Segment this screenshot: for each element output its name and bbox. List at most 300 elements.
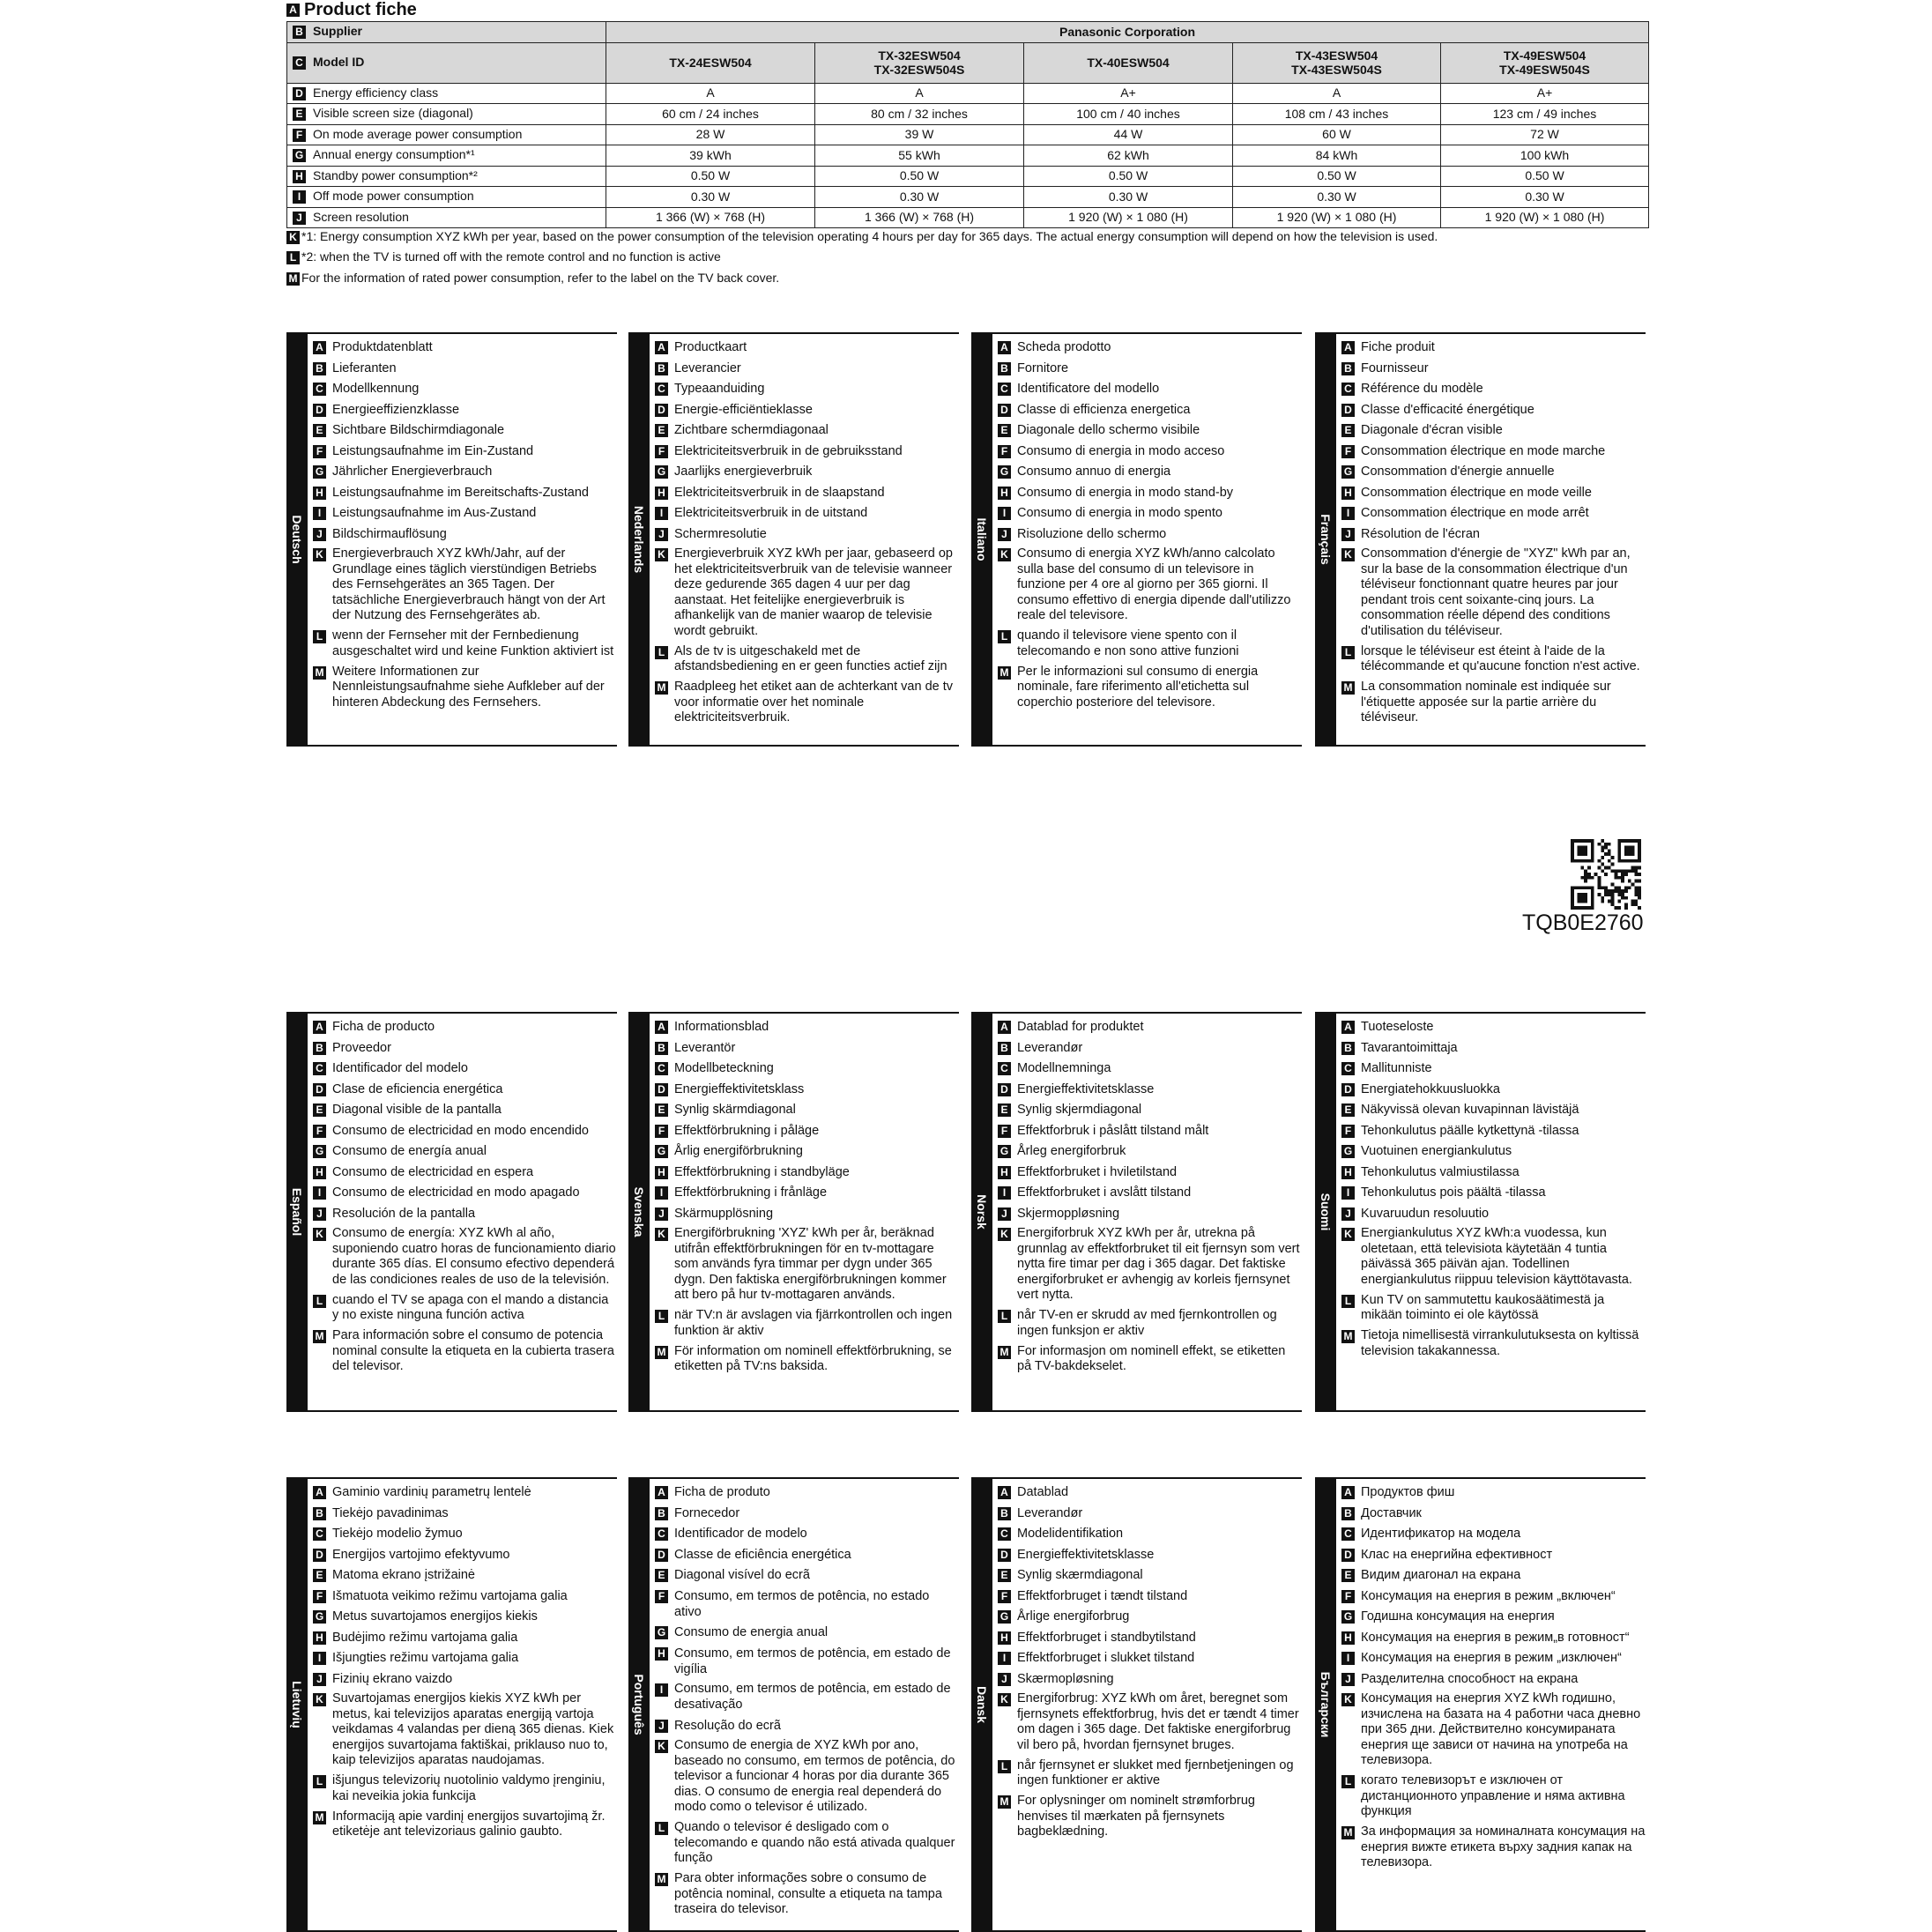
letter-badge: K	[655, 1740, 668, 1753]
language-item	[655, 1682, 959, 1713]
language-band	[1315, 1479, 1336, 1930]
language-item-text: Informaciją apie vardinį energijos suvartojimą žr. etiketėje ant televizoriaus galinio gaubto.	[332, 1809, 606, 1839]
footnote-text: *2: when the TV is turned off with the remote control and no function is active	[301, 249, 721, 264]
language-item	[998, 1691, 1302, 1753]
language-item-text: Консумация на енергия в режим „изключен“	[1361, 1651, 1622, 1665]
letter-badge: B	[313, 1507, 326, 1520]
letter-badge: L	[655, 1822, 668, 1835]
language-item-text: Modellnemninga	[1017, 1061, 1111, 1075]
language-item-text: Видим диагонал на екрана	[1361, 1568, 1521, 1582]
letter-badge: K	[313, 1693, 326, 1706]
letter-badge: D	[998, 404, 1011, 417]
language-item	[313, 1588, 617, 1604]
language-item-text: Bildschirmauflösung	[332, 526, 447, 541]
language-item	[655, 1060, 959, 1076]
language-item-text: Informationsblad	[674, 1020, 769, 1034]
spec-label: Annual energy consumption*¹	[313, 147, 475, 162]
language-band	[286, 1479, 308, 1930]
letter-badge: K	[998, 1693, 1011, 1706]
footnote-text: For the information of rated power consumption, refer to the label on the TV back cover.	[301, 271, 780, 285]
language-item	[313, 1809, 617, 1840]
language-item	[998, 1794, 1302, 1840]
language-band	[628, 1479, 650, 1930]
letter-badge: G	[655, 465, 668, 479]
language-item-text: Effektförbrukning i standbyläge	[674, 1164, 850, 1179]
language-item	[998, 1609, 1302, 1624]
letter-badge: I	[1341, 1652, 1355, 1665]
language-item-text: Tiekėjo modelio žymuo	[332, 1527, 463, 1541]
letter-badge: C	[1341, 383, 1355, 396]
language-item-text: Продуктов фиш	[1361, 1485, 1455, 1499]
letter-badge: J	[655, 1208, 668, 1221]
language-name: Français	[1319, 514, 1333, 565]
spec-value: 39 kWh	[606, 145, 815, 167]
spec-row	[287, 166, 1649, 187]
spec-label: Standby power consumption*²	[313, 167, 478, 182]
language-item-text: Išmatuota veikimo režimu vartojama galia	[332, 1588, 568, 1603]
language-item	[998, 1484, 1302, 1500]
spec-row	[287, 104, 1649, 125]
letter-badge: G	[313, 1145, 326, 1158]
language-item-text: Leverandør	[1017, 1505, 1083, 1520]
language-item-text: Consommation d'énergie de "XYZ" kWh par an, sur la base de la consommation électrique d'un téléviseur fonctionnant quatre heures par jour pendant trois cent soixante-cinq jours. La consommation réelle dépend des conditions d'utilisation du téléviseur.	[1361, 546, 1631, 638]
language-item-text: Para obter informações sobre o consumo de potência nominal, consulte a etiqueta na tampa traseira do televisor.	[674, 1871, 942, 1916]
language-item-text: Årleg energiforbruk	[1017, 1144, 1126, 1158]
spec-label-cell	[287, 187, 606, 208]
language-item	[1341, 644, 1646, 675]
language-item-text: For informasjon om nominell effekt, se etiketten på TV-bakdekselet.	[1017, 1343, 1286, 1373]
language-item	[998, 1081, 1302, 1097]
letter-badge: I	[1341, 507, 1355, 520]
letter-badge: B	[313, 1042, 326, 1055]
letter-badge: A	[998, 1021, 1011, 1034]
spec-value: A+	[1024, 83, 1233, 104]
language-item	[313, 505, 617, 521]
language-item-text: Leistungsaufnahme im Ein-Zustand	[332, 443, 534, 458]
language-item-text: Effektforbruk i påslått tilstand målt	[1017, 1123, 1209, 1138]
title-text: Product fiche	[304, 0, 417, 19]
language-item-text: Tietoja nimellisestä virrankulutuksesta on kyltissä television takakannessa.	[1361, 1328, 1639, 1358]
language-item	[313, 1206, 617, 1222]
language-item-text: Skjermoppløsning	[1017, 1206, 1120, 1221]
language-band	[286, 1014, 308, 1410]
letter-badge: H	[313, 1166, 326, 1179]
language-item-text: För information om nominell effektförbrukning, se etiketten på TV:ns baksida.	[674, 1343, 952, 1373]
letter-badge: B	[1341, 1042, 1355, 1055]
language-item	[655, 1738, 959, 1816]
language-item	[998, 546, 1302, 624]
language-item	[313, 1567, 617, 1583]
spec-value: A	[1233, 83, 1441, 104]
language-item-text: Fornecedor	[674, 1505, 740, 1520]
letter-badge: M	[286, 272, 300, 286]
language-band	[971, 334, 992, 745]
letter-badge: L	[655, 646, 668, 659]
language-item	[998, 422, 1302, 438]
letter-badge: D	[293, 87, 306, 100]
language-item-text: Идентификатор на модела	[1361, 1527, 1521, 1541]
spec-label-cell	[287, 83, 606, 104]
language-item	[313, 422, 617, 438]
letter-badge: A	[655, 1021, 668, 1034]
spec-value: A	[815, 83, 1024, 104]
language-item	[655, 1164, 959, 1180]
language-item	[1341, 1102, 1646, 1118]
letter-badge: L	[313, 630, 326, 643]
model-id-variant: TX-49ESW504S	[1499, 63, 1590, 77]
language-item	[655, 1226, 959, 1304]
letter-badge: H	[313, 1631, 326, 1645]
language-item	[655, 1588, 959, 1620]
language-item	[313, 1609, 617, 1624]
spec-label-cell	[287, 104, 606, 125]
language-item	[655, 381, 959, 397]
language-item-text: Datablad for produktet	[1017, 1020, 1144, 1034]
language-item	[998, 360, 1302, 376]
footnote-k	[286, 229, 1438, 244]
language-item-text: Consumo di energia in modo stand-by	[1017, 485, 1234, 500]
language-item	[998, 1040, 1302, 1056]
language-item	[655, 1718, 959, 1734]
document-code: TQB0E2760	[1522, 910, 1644, 935]
spec-value: 62 kWh	[1024, 145, 1233, 167]
letter-badge: I	[1341, 1186, 1355, 1200]
language-item-text: Synlig skjermdiagonal	[1017, 1103, 1142, 1117]
letter-badge: G	[998, 1145, 1011, 1158]
language-item	[655, 1484, 959, 1500]
language-item-text: Resolução do ecrã	[674, 1718, 781, 1733]
letter-badge: L	[655, 1310, 668, 1323]
language-item-text: Consommation électrique en mode veille	[1361, 485, 1592, 500]
language-item	[1341, 1164, 1646, 1180]
language-item	[655, 1102, 959, 1118]
letter-badge: I	[998, 1652, 1011, 1665]
language-item-text: Išjungties režimu vartojama galia	[332, 1651, 519, 1665]
language-item	[1341, 1019, 1646, 1035]
language-item	[655, 680, 959, 726]
language-band	[1315, 334, 1336, 745]
letter-badge: J	[998, 1673, 1011, 1686]
spec-label-cell	[287, 166, 606, 187]
spec-value: 123 cm / 49 inches	[1441, 104, 1649, 125]
language-item	[655, 1081, 959, 1097]
language-item-text: Leistungsaufnahme im Aus-Zustand	[332, 506, 537, 520]
letter-badge: J	[1341, 1208, 1355, 1221]
language-item	[998, 505, 1302, 521]
letter-badge: J	[655, 1720, 668, 1733]
spec-row	[287, 124, 1649, 145]
model-id: TX-32ESW504	[878, 48, 961, 63]
language-item-text: Modelidentifikation	[1017, 1527, 1124, 1541]
letter-badge: F	[655, 445, 668, 458]
letter-badge: A	[286, 4, 300, 17]
language-item	[998, 402, 1302, 418]
language-item	[313, 339, 617, 355]
language-item	[998, 628, 1302, 659]
language-item	[313, 1102, 617, 1118]
spec-value: 60 W	[1233, 124, 1441, 145]
language-item-text: Consommation d'énergie annuelle	[1361, 464, 1555, 479]
language-item	[998, 1308, 1302, 1339]
language-item-text: Para información sobre el consumo de potencia nominal consulte la etiqueta en la cubierta trasera del televisor.	[332, 1328, 614, 1373]
letter-badge: M	[313, 1330, 326, 1343]
letter-badge: M	[655, 1346, 668, 1359]
spec-rows	[287, 83, 1649, 228]
language-name: Nederlands	[632, 505, 646, 574]
letter-badge: G	[1341, 1610, 1355, 1624]
language-item	[655, 1123, 959, 1139]
spec-value: 55 kWh	[815, 145, 1024, 167]
language-item-text: Leistungsaufnahme im Bereitschafts-Zustand	[332, 485, 589, 500]
language-item	[313, 1081, 617, 1097]
language-item-text: Tiekėjo pavadinimas	[332, 1505, 449, 1520]
language-item-text: La consommation nominale est indiquée sur l'étiquette apposée sur la partie arrière du téléviseur.	[1361, 680, 1611, 724]
language-item	[998, 485, 1302, 501]
spec-label: Energy efficiency class	[313, 85, 439, 100]
language-item-text: Identificador de modelo	[674, 1527, 807, 1541]
product-fiche-title	[286, 0, 417, 19]
letter-badge: B	[293, 26, 306, 39]
letter-badge: H	[655, 1166, 668, 1179]
letter-badge: J	[313, 1673, 326, 1686]
language-item-text: Scheda prodotto	[1017, 340, 1111, 354]
language-item-text: cuando el TV se apaga con el mando a distancia y no existe ninguna función activa	[332, 1292, 609, 1322]
language-item	[313, 665, 617, 711]
language-item-text: Effektforbruket i avslått tilstand	[1017, 1185, 1192, 1200]
language-item-text: Консумация на енергия XYZ kWh годишно, изчислена на базата на 4 работни часа дневно при 365 дни. Действително консумираната енергия ще зависи от начина на употреба на телевизора.	[1361, 1691, 1641, 1767]
letter-badge: M	[998, 666, 1011, 680]
letter-badge: F	[1341, 445, 1355, 458]
language-section	[1315, 332, 1646, 747]
spec-value: 1 920 (W) × 1 080 (H)	[1024, 207, 1233, 228]
letter-badge: F	[655, 1590, 668, 1603]
language-item-text: wenn der Fernseher mit der Fernbedienung ausgeschaltet wird und keine Funktion aktiviert ist	[332, 628, 614, 658]
language-item-text: Консумация на енергия в режим„в готовност“	[1361, 1630, 1630, 1645]
language-item	[998, 1060, 1302, 1076]
spec-label-cell	[287, 145, 606, 167]
letter-badge: H	[1341, 1631, 1355, 1645]
language-item	[1341, 443, 1646, 459]
supplier-label-cell	[287, 22, 606, 43]
language-item-text: За информация за номиналната консумация на енергия вижте етикета върху задния капак на телевизора.	[1361, 1824, 1646, 1869]
language-item-text: Consommation électrique en mode arrêt	[1361, 506, 1589, 520]
language-item	[313, 526, 617, 542]
language-item-text: Разделителна способност на екрана	[1361, 1671, 1579, 1686]
letter-badge: J	[313, 1208, 326, 1221]
letter-badge: J	[1341, 1673, 1355, 1686]
language-item-text: lorsque le téléviseur est éteint à l'aide de la télécommande et qu'aucune fonction n'est active.	[1361, 643, 1640, 673]
language-item	[998, 1226, 1302, 1304]
letter-badge: J	[655, 528, 668, 541]
letter-badge: A	[998, 341, 1011, 354]
language-item-text: Skärmupplösning	[674, 1206, 774, 1221]
language-item-text: Energieverbrauch XYZ kWh/Jahr, auf der Grundlage eines täglich vierstündigen Betriebs des Fernsehgerätes an 365 Tagen. Der tatsächliche Energieverbrauch hängt von der Art der Nutzung des Fernsehgerätes ab.	[332, 546, 606, 622]
letter-badge: C	[313, 1062, 326, 1075]
spec-value: A+	[1441, 83, 1649, 104]
language-item	[998, 1143, 1302, 1159]
supplier-row	[287, 22, 1649, 43]
language-item	[655, 1206, 959, 1222]
letter-badge: A	[655, 341, 668, 354]
spec-row	[287, 187, 1649, 208]
letter-badge: H	[655, 487, 668, 500]
letter-badge: M	[1341, 1330, 1355, 1343]
language-item-text: Energiförbrukning 'XYZ' kWh per år, beräknad utifrån effektförbrukningen för en tv-mottagare som används fyra timmar per dygn under 365 dygn. Den faktiska energiförbrukningen kommer att bero på hur tv-mottagaren används.	[674, 1226, 947, 1302]
language-item	[1341, 680, 1646, 726]
language-section	[628, 332, 959, 747]
language-item-text: когато телевизорът е изключен от дистанционното управление и няма активна функция	[1361, 1773, 1625, 1818]
language-item	[655, 1344, 959, 1375]
model-cell	[1441, 42, 1649, 83]
language-item	[1341, 1526, 1646, 1542]
language-item-text: Effektforbruget i tændt tilstand	[1017, 1588, 1188, 1603]
language-item-text: Fournisseur	[1361, 360, 1429, 375]
spec-label: On mode average power consumption	[313, 126, 523, 141]
letter-badge: I	[998, 507, 1011, 520]
language-item	[998, 1019, 1302, 1035]
language-items	[655, 1019, 959, 1379]
language-item	[313, 1123, 617, 1139]
letter-badge: I	[998, 1186, 1011, 1200]
letter-badge: J	[293, 212, 306, 225]
language-item	[655, 546, 959, 639]
supplier-value: Panasonic Corporation	[606, 22, 1649, 43]
language-item-text: når TV-en er skrudd av med fjernkontrollen og ingen funksjon er aktiv	[1017, 1308, 1277, 1338]
letter-badge: D	[313, 404, 326, 417]
language-section	[286, 1477, 617, 1932]
letter-badge: K	[655, 548, 668, 561]
language-section	[971, 1477, 1302, 1932]
letter-badge: B	[1341, 362, 1355, 375]
letter-badge: G	[1341, 465, 1355, 479]
language-item	[655, 644, 959, 675]
language-item-text: Клас на енергийна ефективност	[1361, 1547, 1553, 1562]
letter-badge: E	[313, 1103, 326, 1117]
language-item-text: Weitere Informationen zur Nennleistungsaufnahme siehe Aufkleber auf der hinteren Abdeckung des Fernsehers.	[332, 664, 605, 710]
letter-badge: J	[313, 528, 326, 541]
language-item	[313, 1547, 617, 1563]
language-items	[313, 1484, 617, 1845]
language-items	[1341, 1019, 1646, 1364]
language-item	[1341, 1040, 1646, 1056]
language-item	[655, 1567, 959, 1583]
letter-badge: B	[1341, 1507, 1355, 1520]
language-item	[1341, 1143, 1646, 1159]
product-fiche-table	[286, 21, 1649, 228]
spec-value: 1 366 (W) × 768 (H)	[606, 207, 815, 228]
language-items	[998, 339, 1302, 716]
letter-badge: D	[655, 1083, 668, 1096]
language-item-text: Näkyvissä olevan kuvapinnan lävistäjä	[1361, 1103, 1579, 1117]
language-item	[998, 1206, 1302, 1222]
language-item	[655, 1526, 959, 1542]
language-item-text: Elektriciteitsverbruik in de gebruiksstand	[674, 443, 903, 458]
letter-badge: H	[998, 1631, 1011, 1645]
language-item-text: Energiankulutus XYZ kWh:a vuodessa, kun oletetaan, että televisiota käytetään 4 tuntia päivässä 365 päivän ajan. Todellinen energiankulutus riippuu television käyttötavasta.	[1361, 1226, 1632, 1287]
spec-value: 0.30 W	[1233, 187, 1441, 208]
language-item	[655, 526, 959, 542]
language-item-text: Energiatehokkuusluokka	[1361, 1081, 1500, 1096]
language-item	[998, 1505, 1302, 1521]
qr-code-icon	[1571, 839, 1641, 910]
language-item	[313, 1505, 617, 1521]
spec-value: 84 kWh	[1233, 145, 1441, 167]
letter-badge: G	[998, 465, 1011, 479]
language-item-text: Consommation électrique en mode marche	[1361, 443, 1606, 458]
letter-badge: F	[1341, 1590, 1355, 1603]
spec-value: 28 W	[606, 124, 815, 145]
letter-badge: H	[998, 487, 1011, 500]
letter-badge: C	[293, 56, 306, 70]
letter-badge: B	[655, 362, 668, 375]
letter-badge: C	[998, 1527, 1011, 1541]
language-item	[313, 360, 617, 376]
letter-badge: E	[1341, 1103, 1355, 1117]
language-item-text: Synlig skærmdiagonal	[1017, 1568, 1143, 1582]
letter-badge: F	[998, 445, 1011, 458]
letter-badge: E	[313, 424, 326, 437]
spec-value: 1 920 (W) × 1 080 (H)	[1441, 207, 1649, 228]
letter-badge: H	[313, 487, 326, 500]
language-item	[313, 1526, 617, 1542]
language-item-text: Datablad	[1017, 1485, 1069, 1499]
letter-badge: H	[655, 1647, 668, 1661]
letter-badge: E	[998, 1103, 1011, 1117]
letter-badge: A	[1341, 1021, 1355, 1034]
spec-value: 0.50 W	[1441, 166, 1649, 187]
letter-badge: C	[998, 1062, 1011, 1075]
language-item	[313, 1630, 617, 1646]
language-item	[998, 1102, 1302, 1118]
language-item	[313, 1691, 617, 1769]
model-id-variant: TX-32ESW504S	[873, 63, 965, 77]
language-items	[313, 1019, 617, 1379]
language-items	[1341, 339, 1646, 731]
language-item	[998, 1547, 1302, 1563]
language-item	[313, 485, 617, 501]
language-item	[655, 422, 959, 438]
spec-value: 0.50 W	[606, 166, 815, 187]
language-item-text: Classe di efficienza energetica	[1017, 402, 1191, 417]
spec-value: 39 W	[815, 124, 1024, 145]
supplier-label: Supplier	[313, 24, 363, 39]
language-item	[655, 1143, 959, 1159]
language-item	[1341, 381, 1646, 397]
model-id: TX-40ESW504	[1087, 56, 1170, 70]
language-section	[628, 1012, 959, 1412]
language-section	[286, 1012, 617, 1412]
letter-badge: M	[313, 666, 326, 680]
language-item-text: Consumo de energia de XYZ kWh por ano, baseado no consumo, em termos de potência, do televisor a funcionar 4 horas por dia durante 365 dias. O consumo de energia real dependerá do modo como o televisor é utilizado.	[674, 1738, 955, 1814]
language-item	[655, 464, 959, 479]
language-item-text: Synlig skärmdiagonal	[674, 1103, 796, 1117]
language-item	[1341, 546, 1646, 639]
language-item	[1341, 1588, 1646, 1604]
spec-value: A	[606, 83, 815, 104]
letter-badge: J	[1341, 528, 1355, 541]
language-item-text: Годишна консумация на енергия	[1361, 1609, 1555, 1624]
language-item-text: Productkaart	[674, 340, 747, 354]
language-item-text: Resolución de la pantalla	[332, 1206, 476, 1221]
spec-label: Screen resolution	[313, 209, 409, 224]
letter-badge: H	[998, 1166, 1011, 1179]
language-item-text: Diagonale dello schermo visibile	[1017, 423, 1200, 437]
language-item	[998, 1344, 1302, 1375]
language-item-text: Modellkennung	[332, 382, 420, 396]
language-item-text: Energieffektivitetsklass	[674, 1081, 805, 1096]
letter-badge: C	[655, 1062, 668, 1075]
letter-badge: D	[998, 1083, 1011, 1096]
